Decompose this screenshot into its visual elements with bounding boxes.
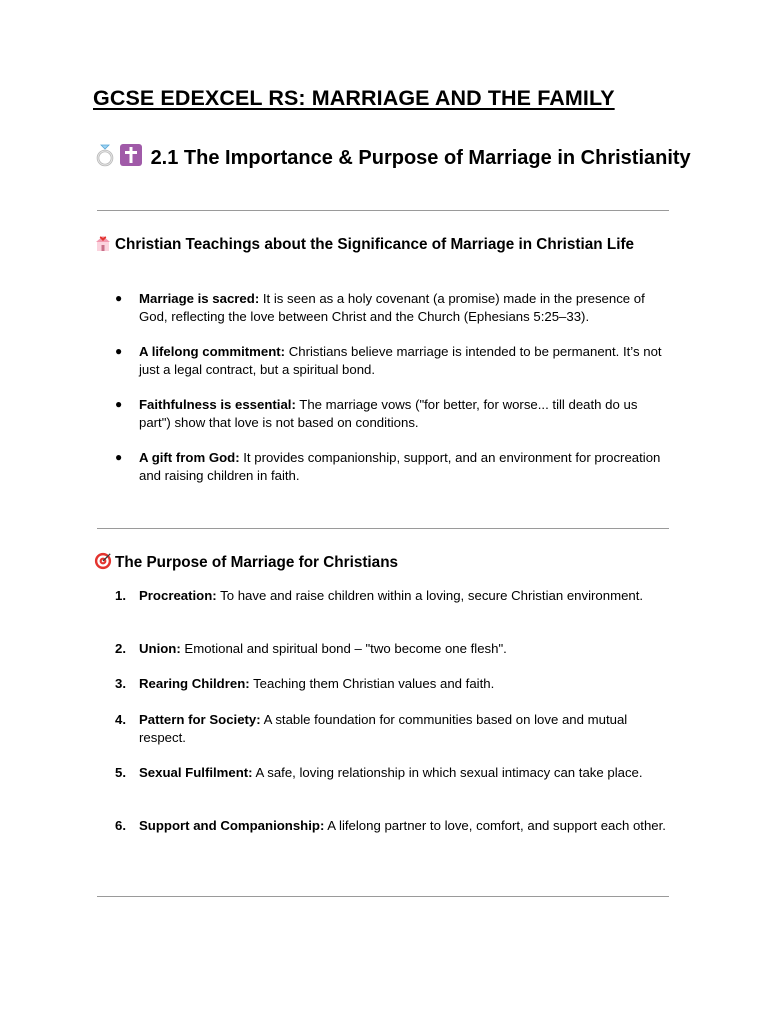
- item-text: To have and raise children within a loving, secure Christian environment.: [216, 588, 644, 603]
- list-item: [115, 290, 671, 325]
- item-number: 5.: [115, 765, 126, 780]
- teachings-heading-text: Christian Teachings about the Significance of Marriage in Christian Life: [115, 236, 635, 253]
- bullet-marker: ●: [115, 291, 123, 305]
- item-number: 2.: [115, 641, 126, 656]
- item-term: A lifelong commitment:: [139, 344, 286, 359]
- list-item: [115, 817, 671, 835]
- item-number: 1.: [115, 588, 126, 603]
- item-term: A gift from God:: [139, 450, 240, 465]
- chapel-icon: [93, 234, 113, 252]
- cross-icon: [119, 143, 143, 167]
- list-item: [115, 711, 671, 746]
- target-icon: [93, 552, 113, 570]
- list-item: [115, 396, 671, 431]
- divider: [97, 528, 669, 529]
- item-term: Rearing Children:: [139, 676, 250, 691]
- item-term: Pattern for Society:: [139, 712, 261, 727]
- item-term: Marriage is sacred:: [139, 291, 260, 306]
- bullet-marker: ●: [115, 397, 123, 411]
- item-text: Teaching them Christian values and faith.: [249, 676, 495, 691]
- item-text: A safe, loving relationship in which sexual intimacy can take place.: [252, 765, 643, 780]
- list-item: [115, 675, 671, 693]
- document-title: GCSE EDEXCEL RS: MARRIAGE AND THE FAMILY: [93, 86, 615, 110]
- list-item: [115, 449, 671, 484]
- item-term: Faithfulness is essential:: [139, 397, 296, 412]
- item-term: Procreation:: [139, 588, 217, 603]
- item-term: Support and Companionship:: [139, 818, 325, 833]
- item-text: It provides companionship, support, and an environment for procreation and raising children in faith.: [139, 450, 661, 483]
- list-item: [115, 587, 671, 605]
- list-item: [115, 640, 671, 658]
- item-text: A lifelong partner to love, comfort, and support each other.: [324, 818, 666, 833]
- section-title: 2.1 The Importance & Purpose of Marriage in Christianity: [150, 147, 691, 169]
- purpose-heading: [93, 552, 693, 573]
- purpose-heading-text: The Purpose of Marriage for Christians: [115, 554, 399, 571]
- bullet-marker: ●: [115, 344, 123, 358]
- divider: [97, 210, 669, 211]
- item-number: 3.: [115, 676, 126, 691]
- bullet-marker: ●: [115, 450, 123, 464]
- ring-icon: [93, 143, 117, 167]
- item-text: Christians believe marriage is intended to be permanent. It’s not just a legal contract, but a spiritual bond.: [139, 344, 662, 377]
- item-text: It is seen as a holy covenant (a promise) made in the presence of God, reflecting the love between Christ and the Church (Ephesians 5:25–33).: [139, 291, 645, 324]
- item-text: The marriage vows ("for better, for worse... till death do us part") show that love is not based on conditions.: [139, 397, 638, 430]
- section-heading: [93, 143, 693, 172]
- teachings-heading: [93, 234, 693, 255]
- item-term: Sexual Fulfilment:: [139, 765, 253, 780]
- item-text: Emotional and spiritual bond – "two become one flesh".: [180, 641, 507, 656]
- list-item: [115, 764, 671, 782]
- item-number: 4.: [115, 712, 126, 727]
- list-item: [115, 343, 671, 378]
- item-number: 6.: [115, 818, 126, 833]
- divider: [97, 896, 669, 897]
- item-text: A stable foundation for communities based on love and mutual respect.: [139, 712, 628, 745]
- item-term: Union:: [139, 641, 181, 656]
